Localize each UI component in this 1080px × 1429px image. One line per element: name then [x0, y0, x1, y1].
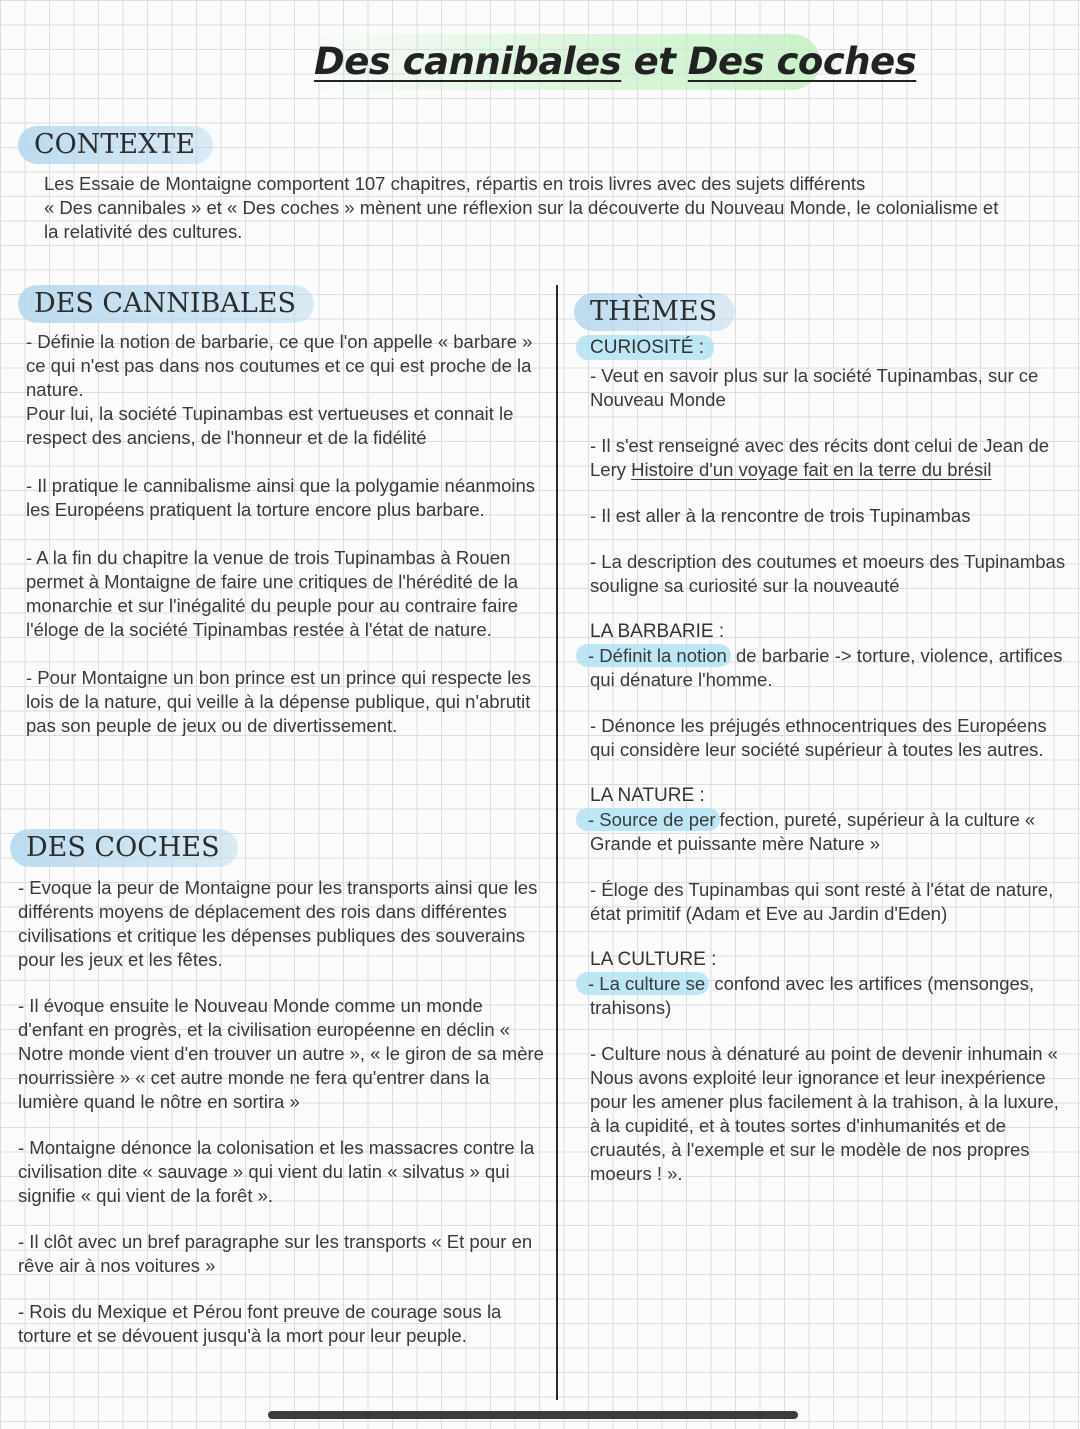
curiosite-p2-text: - Il s'est renseigné avec des récits dont celui de Jean de Lery [590, 435, 1050, 480]
culture-p2: - Culture nous à dénaturé au point de devenir inhumain « Nous avons exploité leur ignorance et leur inexpérience pour les amener plus facilement à la trahison, à la luxure, à la cupidité, et à toutes sortes d'inhumanités et de cruautés, à l'exemple et sur le modèle de nos propres moeurs ! ». [590, 1043, 1059, 1184]
cannibales-paragraph: - Pour Montaigne un bon prince est un prince qui respecte les lois de la nature, qui veille à la dépense publique, qui n'abrutit pas son peuple de jeux ou de divertissement. [26, 667, 531, 736]
contexte-heading: CONTEXTE [18, 126, 213, 164]
barbarie-p2: - Dénonce les préjugés ethnocentriques des Européens qui considère leur société supérieur à toutes les autres. [590, 715, 1047, 760]
themes-heading: THÈMES [574, 293, 735, 331]
barbarie-heading: LA BARBARIE : [590, 621, 725, 642]
curiosite-p1: - Veut en savoir plus sur la société Tupinambas, sur ce Nouveau Monde [590, 365, 1039, 410]
nature-p1 [590, 808, 1070, 856]
culture-heading: LA CULTURE : [590, 949, 717, 970]
coches-heading: DES COCHES [10, 829, 238, 867]
barbarie-p1-highlight: - Définit la notion [576, 644, 731, 667]
curiosite-p2 [590, 434, 1070, 482]
book-title: Histoire d'un voyage fait en la terre du brésil [631, 459, 992, 480]
coches-paragraph: - Rois du Mexique et Pérou font preuve de courage sous la torture et se dévouent jusqu'à la mort pour leur peuple. [18, 1301, 502, 1346]
coches-paragraph: - Montaigne dénonce la colonisation et les massacres contre la civilisation dite « sauvage » qui vient du latin « silvatus » qui signifie « qui vient de la forêt ». [18, 1137, 535, 1206]
nature-p1-text: fection, pureté, supérieur à la culture « Grande et puissante mère Nature » [590, 809, 1036, 854]
coches-paragraph: - Evoque la peur de Montaigne pour les transports ainsi que les différents moyens de déplacement des rois dans différentes civilisations et critique les dépenses publiques des souverains pour les jeux et les fêtes. [18, 877, 538, 970]
curiosite-heading [590, 336, 1070, 360]
contexte-line: Les Essaie de Montaigne comportent 107 chapitres, répartis en trois livres avec des sujets différents [44, 173, 866, 194]
curiosite-label: CURIOSITÉ : [576, 335, 714, 360]
cannibales-paragraph: - Définie la notion de barbarie, ce que l'on appelle « barbare » ce qui n'est pas dans nos coutumes et ce qui est proche de la nature. [26, 331, 533, 400]
contexte-text [44, 172, 1064, 244]
curiosite-p4: - La description des coutumes et moeurs des Tupinambas souligne sa curiosité sur la nouveauté [590, 551, 1066, 596]
title-part-2: Des coches [687, 40, 917, 83]
column-divider [556, 285, 558, 1400]
page-title [300, 34, 917, 90]
cannibales-paragraph: - Il pratique le cannibalisme ainsi que la polygamie néanmoins les Européens pratiquent la torture encore plus barbare. [26, 475, 536, 520]
coches-paragraph: - Il clôt avec un bref paragraphe sur les transports « Et pour en rêve air à nos voitures » [18, 1231, 533, 1276]
coches-body [18, 876, 544, 1370]
title-part-1: Des cannibales [314, 40, 622, 83]
cannibales-paragraph: - A la fin du chapitre la venue de trois Tupinambas à Rouen permet à Montaigne de faire une critiques de l'hérédité de la monarchie et sur l'inégalité du peuple pour au contraire faire l'éloge de la société Tipinambas restée à l'état de nature. [26, 547, 519, 640]
culture-p1-text: confond avec les artifices (mensonges, trahisons) [590, 973, 1035, 1018]
title-connector: et [621, 40, 688, 83]
cannibales-paragraph: Pour lui, la société Tupinambas est vertueuses et connait le respect des anciens, de l'honneur et de la fidélité [26, 403, 514, 448]
themes-body [590, 336, 1070, 1208]
culture-p1 [590, 972, 1070, 1020]
nature-heading: LA NATURE : [590, 785, 705, 806]
scroll-indicator[interactable] [268, 1411, 798, 1419]
contexte-line: la relativité des cultures. [44, 221, 243, 242]
contexte-line: « Des cannibales » et « Des coches » mènent une réflexion sur la découverte du Nouveau Monde, le colonialisme et [44, 197, 999, 218]
nature-p1-highlight: - Source de per [576, 808, 720, 831]
culture-p1-highlight: - La culture se [576, 972, 709, 995]
cannibales-body [26, 330, 544, 760]
curiosite-p3: - Il est aller à la rencontre de trois Tupinambas [590, 505, 971, 526]
nature-p2: - Éloge des Tupinambas qui sont resté à l'état de nature, état primitif (Adam et Eve au Jardin d'Eden) [590, 879, 1054, 924]
barbarie-p1-text: de barbarie -> torture, violence, artifices qui dénature l'homme. [590, 645, 1063, 690]
barbarie-p1 [590, 644, 1070, 692]
cannibales-heading: DES CANNIBALES [18, 285, 314, 323]
coches-paragraph: - Il évoque ensuite le Nouveau Monde comme un monde d'enfant en progrès, et la civilisation européenne en déclin « Notre monde vient d'en trouver un autre », « le giron de sa mère nourrissière » « cet autre monde ne fera qu'entrer dans la lumière quand le nôtre en sortira » [18, 995, 544, 1112]
